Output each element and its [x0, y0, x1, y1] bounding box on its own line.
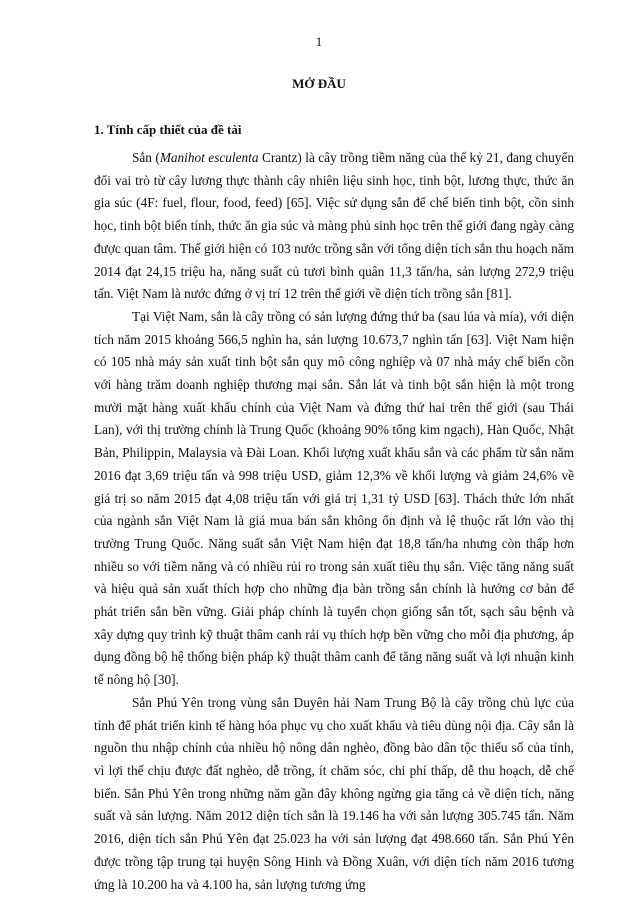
- page-number: 1: [315, 34, 323, 49]
- section-heading: 1. Tính cấp thiết của đề tài: [94, 122, 242, 137]
- paragraph-3: Sắn Phú Yên trong vùng sắn Duyên hải Nam Trung Bộ là cây trồng chủ lực của tỉnh để phát triển kinh tế hàng hóa phục vụ cho xuất khẩu và tiêu dùng nội địa. Cây sắn là nguồn thu nhập chính của nhiều hộ nông dân nghèo, đồng bào dân tộc thiểu số của tỉnh, vì lợi thế chịu được đất nghèo, dễ trồng, ít chăm sóc, chi phí thấp, dễ thu hoạch, dễ chế biến. Sắn Phú Yên trong những năm gần đây không ngừng gia tăng cả về diện tích, năng suất và sản lượng. Năm 2012 diện tích sắn là 19.146 ha với sản lượng 305.745 tấn. Năm 2016, diện tích sắn Phú Yên đạt 25.023 ha với sản lượng đạt 498.660 tấn. Sắn Phú Yên được trồng tập trung tại huyện Sông Hinh và Đồng Xuân, với diện tích năm 2016 tương ứng là 10.200 ha và 4.100 ha, sản lượng tương ứng: [94, 694, 574, 892]
- scientific-name: Manihot esculenta: [159, 150, 259, 165]
- paragraph-1-lead: Sắn (: [132, 150, 160, 165]
- paragraph-1: [94, 147, 574, 306]
- paragraph-1-text: Crantz) là cây trồng tiềm năng của thế kỷ 21, đang chuyển đổi vai trò từ cây lương thực thành cây nhiên liệu sinh học, tinh bột, lương thực, thức ăn gia súc (4F: fuel, flour, food, feed) [65]. Việc sử dụng sắn để chế biến tinh bột, cồn sinh học, tinh bột biến tính, thức ăn gia súc và màng phủ sinh học trên thế giới đang ngày càng được quan tâm. Thế giới hiện có 103 nước trồng sắn với tổng diện tích sắn thu hoạch năm 2014 đạt 24,15 triệu ha, năng suất củ tươi bình quân 11,3 tấn/ha, sản lượng 272,9 triệu tấn. Việt Nam là nước đứng ở vị trí 12 trên thế giới về diện tích trồng sắn [81].: [94, 150, 574, 302]
- paragraph-2: Tại Việt Nam, sắn là cây trồng có sản lượng đứng thứ ba (sau lúa và mía), với diện tích năm 2015 khoảng 566,5 nghìn ha, sản lượng 10.673,7 nghìn tấn [63]. Việt Nam hiện có 105 nhà máy sản xuất tinh bột sắn quy mô công nghiệp và 07 nhà máy chế biến cồn với hàng trăm doanh nghiệp thương mại sắn. Sắn lát và tinh bột sắn hiện là một trong mười mặt hàng xuất khẩu chính của Việt Nam và đứng thứ hai trên thế giới (sau Thái Lan), với thị trường chính là Trung Quốc (khoảng 90% tổng kim ngạch), Hàn Quốc, Nhật Bản, Philippin, Malaysia và Đài Loan. Khối lượng xuất khẩu sắn và các phẩm từ sắn năm 2016 đạt 3,69 triệu tấn và 998 triệu USD, giảm 12,3% về khối lượng và giảm 24,6% về giá trị so năm 2015 đạt 4,08 triệu tấn với giá trị 1,31 tỷ USD [63]. Thách thức lớn nhất của ngành sắn Việt Nam là giá mua bán sắn không ổn định và lệ thuộc rất lớn vào thị trường Trung Quốc. Năng suất sắn Việt Nam hiện đạt 18,8 tấn/ha nhưng còn thấp hơn nhiều so với tiềm năng và có nhiều rủi ro trong sản xuất tiêu thụ sắn. Việc tăng năng suất và hiệu quả sản xuất thích hợp cho những địa bàn trồng sắn chính là hướng cơ bản để phát triển sắn bền vững. Giải pháp chính là tuyển chọn giống sắn tốt, sạch sâu bệnh và xây dựng quy trình kỹ thuật thâm canh rải vụ thích hợp bền vững cho mỗi địa phương, áp dụng đồng bộ hệ thống biện pháp kỹ thuật thâm canh để tăng năng suất và lợi nhuận kinh tế nông hộ [30].: [94, 308, 574, 688]
- page-title: MỞ ĐẦU: [292, 76, 346, 91]
- body-text: [94, 147, 574, 896]
